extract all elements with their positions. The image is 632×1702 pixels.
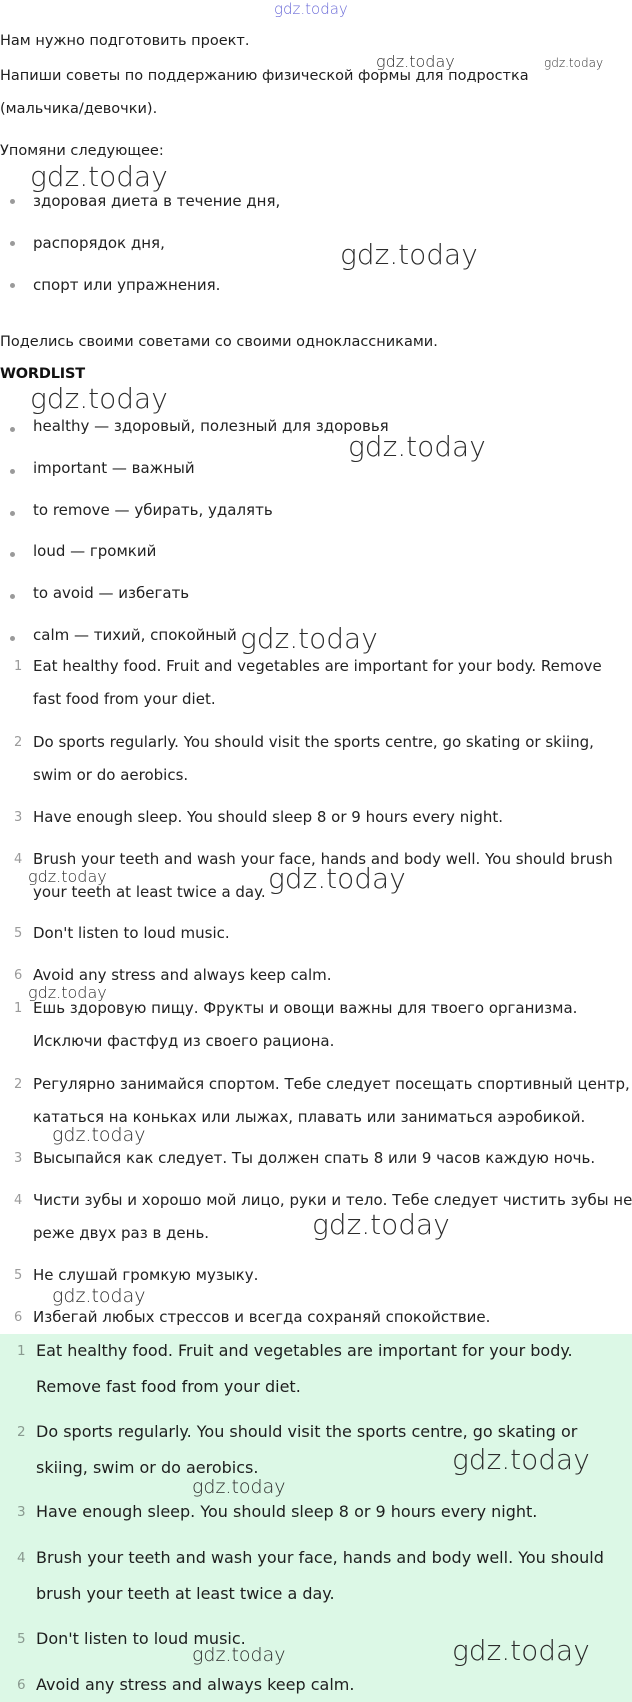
answer-ru-6-line-1: Избегай любых стрессов и всегда сохраняй спокойствие. xyxy=(33,1308,491,1326)
item-number: 5 xyxy=(14,1268,23,1283)
answer-ru-3-line-1: Высыпайся как следует. Ты должен спать 8 или 9 часов каждую ночь. xyxy=(33,1149,596,1167)
item-number: 1 xyxy=(17,1343,26,1359)
wordlist-item: to remove — убирать, удалять xyxy=(33,501,273,519)
answer-hl-4-line-2: brush your teeth at least twice a day. xyxy=(36,1584,335,1603)
wordlist-item: to avoid — избегать xyxy=(33,584,190,602)
item-number: 2 xyxy=(17,1424,26,1440)
item-number: 1 xyxy=(14,1001,23,1016)
item-number: 3 xyxy=(14,1151,23,1166)
watermark: gdz.today xyxy=(240,622,378,655)
answer-en-3-line-1: Have enough sleep. You should sleep 8 or 9 hours every night. xyxy=(33,808,504,826)
item-number: 6 xyxy=(14,968,23,983)
answer-ru-5-line-1: Не слушай громкую музыку. xyxy=(33,1266,259,1284)
item-number: 4 xyxy=(17,1550,26,1566)
bullet xyxy=(10,469,15,474)
watermark: gdz.today xyxy=(312,1208,450,1241)
watermark: gdz.today xyxy=(28,983,107,1002)
answer-en-6-line-1: Avoid any stress and always keep calm. xyxy=(33,966,332,984)
answer-en-2-line-1: Do sports regularly. You should visit the sports centre, go skating or skiing, xyxy=(33,733,594,751)
watermark: gdz.today xyxy=(268,862,406,895)
answer-ru-2-line-1: Регулярно занимайся спортом. Тебе следует посещать спортивный центр, xyxy=(33,1075,630,1093)
wordlist-heading: WORDLIST xyxy=(0,366,85,382)
item-number: 2 xyxy=(14,735,23,750)
answer-en-2-line-2: swim or do aerobics. xyxy=(33,766,189,784)
watermark: gdz.today xyxy=(192,1476,286,1498)
watermark: gdz.today xyxy=(348,430,486,463)
answer-hl-4-line-1: Brush your teeth and wash your face, hands and body well. You should xyxy=(36,1548,604,1567)
mention-item: спорт или упражнения. xyxy=(33,276,221,294)
item-number: 6 xyxy=(14,1310,23,1325)
item-number: 6 xyxy=(17,1677,26,1693)
item-number: 4 xyxy=(14,852,23,867)
item-number: 2 xyxy=(14,1077,23,1092)
bullet xyxy=(10,199,15,204)
answer-hl-1-line-1: Eat healthy food. Fruit and vegetables are important for your body. xyxy=(36,1341,573,1360)
bullet xyxy=(10,511,15,516)
answer-hl-2-line-1: Do sports regularly. You should visit the sports centre, go skating or xyxy=(36,1422,578,1441)
answer-en-1-line-1: Eat healthy food. Fruit and vegetables are important for your body. Remove xyxy=(33,657,602,675)
watermark: gdz.today xyxy=(340,238,478,271)
task-intro-line-3: (мальчика/девочки). xyxy=(0,101,158,117)
task-intro-line-2: Напиши советы по поддержанию физической формы для подростка xyxy=(0,68,529,84)
item-number: 1 xyxy=(14,659,23,674)
answer-en-1-line-2: fast food from your diet. xyxy=(33,690,216,708)
task-share: Поделись своими советами со своими одноклассниками. xyxy=(0,334,438,350)
answer-hl-2-line-2: skiing, swim or do aerobics. xyxy=(36,1458,259,1477)
task-intro-line-1: Нам нужно подготовить проект. xyxy=(0,33,250,49)
answer-ru-1-line-1: Ешь здоровую пищу. Фрукты и овощи важны для твоего организма. xyxy=(33,999,578,1017)
task-mention-label: Упомяни следующее: xyxy=(0,143,164,159)
answer-hl-5-line-1: Don't listen to loud music. xyxy=(36,1629,246,1648)
bullet xyxy=(10,594,15,599)
watermark: gdz.today xyxy=(52,1285,146,1307)
wordlist-item: healthy — здоровый, полезный для здоровья xyxy=(33,417,389,435)
bullet xyxy=(10,636,15,641)
watermark: gdz.today xyxy=(192,1644,286,1666)
wordlist-item: important — важный xyxy=(33,459,195,477)
answer-en-5-line-1: Don't listen to loud music. xyxy=(33,924,230,942)
item-number: 3 xyxy=(14,810,23,825)
bullet xyxy=(10,427,15,432)
mention-item: здоровая диета в течение дня, xyxy=(33,192,281,210)
watermark: gdz.today xyxy=(30,160,168,193)
item-number: 4 xyxy=(14,1193,23,1208)
answer-hl-1-line-2: Remove fast food from your diet. xyxy=(36,1377,301,1396)
wordlist-item: calm — тихий, спокойный xyxy=(33,626,237,644)
watermark: gdz.today xyxy=(544,56,604,70)
mention-item: распорядок дня, xyxy=(33,234,165,252)
answer-en-4-line-1: Brush your teeth and wash your face, hands and body well. You should brush xyxy=(33,850,613,868)
watermark: gdz.today xyxy=(452,1634,590,1667)
bullet xyxy=(10,241,15,246)
answer-ru-4-line-1: Чисти зубы и хорошо мой лицо, руки и тело. Тебе следует чистить зубы не xyxy=(33,1191,632,1209)
wordlist-item: loud — громкий xyxy=(33,542,157,560)
answer-ru-2-line-2: кататься на коньках или лыжах, плавать или заниматься аэробикой. xyxy=(33,1108,586,1126)
answer-en-4-line-2: your teeth at least twice a day. xyxy=(33,883,266,901)
answer-ru-1-line-2: Исключи фастфуд из своего рациона. xyxy=(33,1032,335,1050)
bullet xyxy=(10,283,15,288)
answer-hl-3-line-1: Have enough sleep. You should sleep 8 or 9 hours every night. xyxy=(36,1502,538,1521)
watermark: gdz.today xyxy=(28,867,107,886)
answer-ru-4-line-2: реже двух раз в день. xyxy=(33,1224,210,1242)
item-number: 5 xyxy=(17,1631,26,1647)
watermark: gdz.today xyxy=(452,1443,590,1476)
watermark: gdz.today xyxy=(52,1124,146,1146)
watermark: gdz.today xyxy=(30,382,168,415)
item-number: 3 xyxy=(17,1504,26,1520)
item-number: 5 xyxy=(14,926,23,941)
watermark: gdz.today xyxy=(376,52,455,71)
answer-hl-6-line-1: Avoid any stress and always keep calm. xyxy=(36,1675,355,1694)
bullet xyxy=(10,552,15,557)
watermark-top: gdz.today xyxy=(274,0,348,18)
